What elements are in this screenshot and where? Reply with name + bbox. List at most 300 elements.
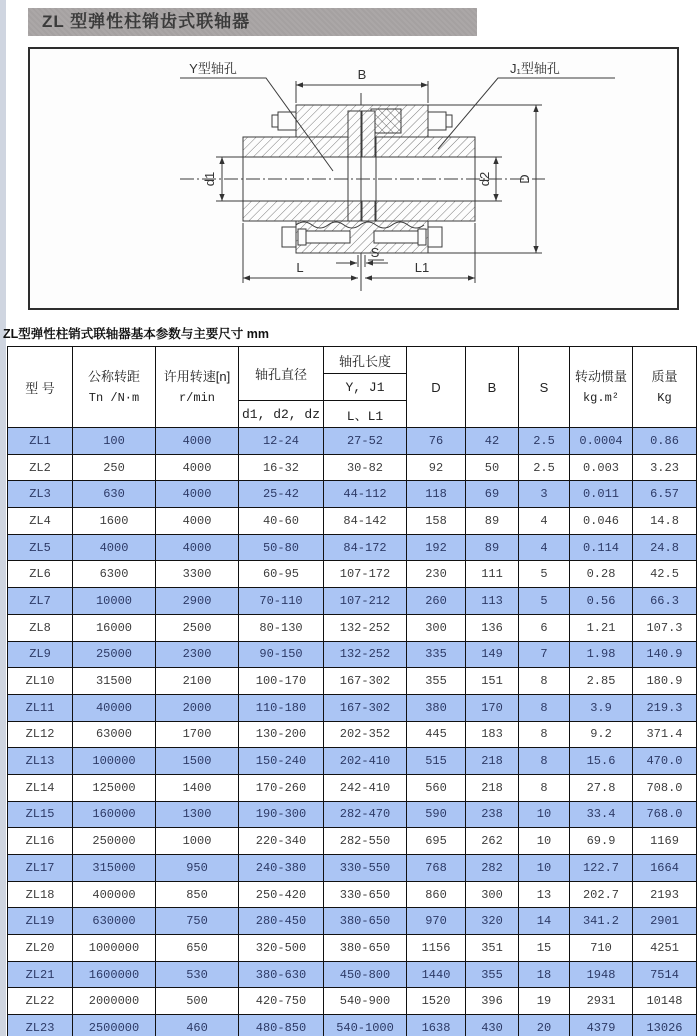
table-cell: ZL13 xyxy=(8,748,73,775)
table-cell: ZL2 xyxy=(8,454,73,481)
table-cell: ZL21 xyxy=(8,961,73,988)
table-cell: ZL12 xyxy=(8,721,73,748)
table-cell: ZL3 xyxy=(8,481,73,508)
table-cell: 1.98 xyxy=(570,641,633,668)
table-cell: 132-252 xyxy=(324,614,407,641)
table-row xyxy=(8,534,697,561)
table-cell: 122.7 xyxy=(570,855,633,882)
speed-unit: r/min xyxy=(178,390,215,405)
table-cell: 190-300 xyxy=(239,801,324,828)
table-cell: 69 xyxy=(466,481,519,508)
table-row xyxy=(8,641,697,668)
table-cell: 351 xyxy=(466,935,519,962)
table-cell: ZL22 xyxy=(8,988,73,1015)
table-cell: 4000 xyxy=(156,428,239,455)
table-cell: ZL4 xyxy=(8,508,73,535)
table-cell: 158 xyxy=(407,508,466,535)
table-cell: 530 xyxy=(156,961,239,988)
table-cell: 300 xyxy=(407,614,466,641)
table-cell: 132-252 xyxy=(324,641,407,668)
spec-table-body xyxy=(8,428,697,1036)
table-cell: 107-172 xyxy=(324,561,407,588)
table-cell: 540-900 xyxy=(324,988,407,1015)
table-cell: ZL9 xyxy=(8,641,73,668)
table-cell: 15 xyxy=(519,935,570,962)
table-cell: 5 xyxy=(519,561,570,588)
table-cell: 335 xyxy=(407,641,466,668)
table-row xyxy=(8,668,697,695)
table-cell: 92 xyxy=(407,454,466,481)
table-cell: 515 xyxy=(407,748,466,775)
table-cell: 27.8 xyxy=(570,774,633,801)
col-header-mass xyxy=(633,347,697,428)
table-cell: 1300 xyxy=(156,801,239,828)
table-row xyxy=(8,881,697,908)
table-cell: 66.3 xyxy=(633,588,697,615)
inertia-unit: kg.m² xyxy=(582,390,619,405)
table-cell: 30-82 xyxy=(324,454,407,481)
table-cell: 167-302 xyxy=(324,668,407,695)
table-row xyxy=(8,694,697,721)
table-cell: 282-550 xyxy=(324,828,407,855)
table-cell: 250-420 xyxy=(239,881,324,908)
table-cell: 12-24 xyxy=(239,428,324,455)
table-cell: 330-550 xyxy=(324,855,407,882)
table-cell: 8 xyxy=(519,721,570,748)
table-cell: 140.9 xyxy=(633,641,697,668)
table-cell: 50 xyxy=(466,454,519,481)
dim-label-d: D xyxy=(517,174,532,184)
table-cell: 63000 xyxy=(73,721,156,748)
table-cell: ZL20 xyxy=(8,935,73,962)
table-cell: 16-32 xyxy=(239,454,324,481)
page-title: ZL 型弹性柱销齿式联轴器 xyxy=(28,8,477,36)
table-cell: 100000 xyxy=(73,748,156,775)
nut-right xyxy=(428,227,442,247)
table-cell: 150-240 xyxy=(239,748,324,775)
table-cell: 111 xyxy=(466,561,519,588)
table-cell: 768 xyxy=(407,855,466,882)
table-cell: 24.8 xyxy=(633,534,697,561)
table-cell: 4000 xyxy=(156,481,239,508)
table-cell: 460 xyxy=(156,1015,239,1036)
table-cell: 4 xyxy=(519,508,570,535)
table-cell: 7 xyxy=(519,641,570,668)
table-cell: 220-340 xyxy=(239,828,324,855)
table-cell: 25000 xyxy=(73,641,156,668)
col-subheader-yj1: Y, J1 xyxy=(324,374,407,401)
table-cell: 180.9 xyxy=(633,668,697,695)
table-cell: 230 xyxy=(407,561,466,588)
table-cell: 2900 xyxy=(156,588,239,615)
table-cell: 107.3 xyxy=(633,614,697,641)
table-cell: 15.6 xyxy=(570,748,633,775)
table-cell: 44-112 xyxy=(324,481,407,508)
table-cell: ZL8 xyxy=(8,614,73,641)
pin-left-head xyxy=(298,229,306,245)
table-cell: 90-150 xyxy=(239,641,324,668)
table-cell: 0.28 xyxy=(570,561,633,588)
table-row xyxy=(8,855,697,882)
table-cell: 420-750 xyxy=(239,988,324,1015)
table-cell: 380-650 xyxy=(324,908,407,935)
table-cell: 1638 xyxy=(407,1015,466,1036)
table-cell: 1500 xyxy=(156,748,239,775)
table-cell: 860 xyxy=(407,881,466,908)
table-cell: 850 xyxy=(156,881,239,908)
table-row xyxy=(8,774,697,801)
table-cell: 355 xyxy=(466,961,519,988)
table-cell: ZL19 xyxy=(8,908,73,935)
table-cell: 315000 xyxy=(73,855,156,882)
torque-title: 公称转距 xyxy=(87,368,140,384)
table-cell: 470.0 xyxy=(633,748,697,775)
table-cell: 18 xyxy=(519,961,570,988)
label-j1-bore: J₁型轴孔 xyxy=(510,61,560,76)
pin-right xyxy=(374,231,418,243)
table-cell: 107-212 xyxy=(324,588,407,615)
table-cell: 16000 xyxy=(73,614,156,641)
table-cell: 282-470 xyxy=(324,801,407,828)
table-cell: ZL1 xyxy=(8,428,73,455)
table-cell: 76 xyxy=(407,428,466,455)
table-cell: 8 xyxy=(519,694,570,721)
table-cell: ZL5 xyxy=(8,534,73,561)
table-cell: 1000 xyxy=(156,828,239,855)
table-cell: 20 xyxy=(519,1015,570,1036)
table-cell: 0.86 xyxy=(633,428,697,455)
table-cell: 42 xyxy=(466,428,519,455)
table-cell: 19 xyxy=(519,988,570,1015)
table-cell: 202.7 xyxy=(570,881,633,908)
table-cell: 25-42 xyxy=(239,481,324,508)
col-header-bore-length: 轴孔长度 xyxy=(324,347,407,374)
table-cell: 3300 xyxy=(156,561,239,588)
table-cell: 1156 xyxy=(407,935,466,962)
mass-title: 质量 xyxy=(651,368,678,384)
coupling-diagram xyxy=(28,47,679,310)
table-cell: 2931 xyxy=(570,988,633,1015)
table-cell: 80-130 xyxy=(239,614,324,641)
table-cell: 250 xyxy=(73,454,156,481)
table-cell: 202-410 xyxy=(324,748,407,775)
table-cell: 202-352 xyxy=(324,721,407,748)
table-cell: ZL7 xyxy=(8,588,73,615)
table-cell: 3.9 xyxy=(570,694,633,721)
table-cell: 320 xyxy=(466,908,519,935)
table-cell: 396 xyxy=(466,988,519,1015)
label-y-bore: Y型轴孔 xyxy=(189,61,237,76)
table-cell: 14.8 xyxy=(633,508,697,535)
table-cell: 4000 xyxy=(156,534,239,561)
table-cell: 2193 xyxy=(633,881,697,908)
table-cell: 380-650 xyxy=(324,935,407,962)
table-cell: 9.2 xyxy=(570,721,633,748)
table-cell: 2300 xyxy=(156,641,239,668)
table-row xyxy=(8,988,697,1015)
table-cell: 380 xyxy=(407,694,466,721)
table-cell: 4000 xyxy=(73,534,156,561)
table-cell: 10 xyxy=(519,855,570,882)
table-row xyxy=(8,561,697,588)
table-row xyxy=(8,961,697,988)
table-cell: 300 xyxy=(466,881,519,908)
table-cell: 280-450 xyxy=(239,908,324,935)
col-header-bore-diameter: 轴孔直径 xyxy=(239,347,324,401)
table-cell: 42.5 xyxy=(633,561,697,588)
table-row xyxy=(8,428,697,455)
bolt-right-head xyxy=(446,115,452,127)
table-cell: ZL6 xyxy=(8,561,73,588)
table-cell: 100 xyxy=(73,428,156,455)
table-cell: 40000 xyxy=(73,694,156,721)
table-row xyxy=(8,1015,697,1036)
table-cell: 560 xyxy=(407,774,466,801)
table-cell: 219.3 xyxy=(633,694,697,721)
table-cell: ZL14 xyxy=(8,774,73,801)
table-cell: 260 xyxy=(407,588,466,615)
table-cell: 238 xyxy=(466,801,519,828)
nut-left xyxy=(282,227,296,247)
pin-right-head xyxy=(418,229,426,245)
table-cell: 4000 xyxy=(156,454,239,481)
table-cell: 250000 xyxy=(73,828,156,855)
table-cell: 149 xyxy=(466,641,519,668)
table-cell: 430 xyxy=(466,1015,519,1036)
table-cell: 218 xyxy=(466,748,519,775)
table-cell: 282 xyxy=(466,855,519,882)
table-cell: 768.0 xyxy=(633,801,697,828)
bolt-right xyxy=(428,112,446,130)
col-header-torque xyxy=(73,347,156,428)
col-subheader-ll1: L、L1 xyxy=(324,401,407,428)
col-header-d: D xyxy=(407,347,466,428)
table-cell: 0.0004 xyxy=(570,428,633,455)
dim-label-s: S xyxy=(370,245,380,260)
table-cell: 160000 xyxy=(73,801,156,828)
table-cell: 341.2 xyxy=(570,908,633,935)
table-cell: 1664 xyxy=(633,855,697,882)
dim-label-l1: L1 xyxy=(414,260,430,275)
table-row xyxy=(8,508,697,535)
table-cell: 6.57 xyxy=(633,481,697,508)
table-cell: 89 xyxy=(466,534,519,561)
table-cell: 170-260 xyxy=(239,774,324,801)
coupling-drawing-svg xyxy=(30,49,677,308)
table-cell: 113 xyxy=(466,588,519,615)
table-cell: 4000 xyxy=(156,508,239,535)
table-cell: ZL10 xyxy=(8,668,73,695)
table-cell: 500 xyxy=(156,988,239,1015)
table-row xyxy=(8,721,697,748)
table-cell: 2500000 xyxy=(73,1015,156,1036)
table-cell: 400000 xyxy=(73,881,156,908)
left-hub-lower-section xyxy=(243,201,348,221)
table-cell: 27-52 xyxy=(324,428,407,455)
table-cell: 5 xyxy=(519,588,570,615)
table-cell: 7514 xyxy=(633,961,697,988)
table-row xyxy=(8,935,697,962)
inertia-title: 转动惯量 xyxy=(574,368,627,384)
table-cell: 695 xyxy=(407,828,466,855)
table-cell: 0.046 xyxy=(570,508,633,535)
table-cell: ZL15 xyxy=(8,801,73,828)
table-cell: ZL16 xyxy=(8,828,73,855)
table-cell: 480-850 xyxy=(239,1015,324,1036)
table-cell: 4379 xyxy=(570,1015,633,1036)
col-header-inertia xyxy=(570,347,633,428)
table-cell: 450-800 xyxy=(324,961,407,988)
table-cell: 10 xyxy=(519,828,570,855)
table-cell: 14 xyxy=(519,908,570,935)
table-cell: 50-80 xyxy=(239,534,324,561)
table-cell: 8 xyxy=(519,668,570,695)
table-cell: 0.56 xyxy=(570,588,633,615)
table-cell: 13026 xyxy=(633,1015,697,1036)
table-cell: 445 xyxy=(407,721,466,748)
table-cell: 167-302 xyxy=(324,694,407,721)
table-cell: 355 xyxy=(407,668,466,695)
table-cell: 950 xyxy=(156,855,239,882)
table-cell: 2.5 xyxy=(519,428,570,455)
table-caption: ZL型弹性柱销式联轴器基本参数与主要尺寸 mm xyxy=(3,327,269,341)
table-cell: 13 xyxy=(519,881,570,908)
table-cell: 380-630 xyxy=(239,961,324,988)
col-header-b: B xyxy=(466,347,519,428)
col-header-speed xyxy=(156,347,239,428)
table-row xyxy=(8,481,697,508)
table-cell: ZL11 xyxy=(8,694,73,721)
table-cell: 10000 xyxy=(73,588,156,615)
table-cell: 1.21 xyxy=(570,614,633,641)
col-header-model: 型 号 xyxy=(8,347,73,428)
table-cell: 262 xyxy=(466,828,519,855)
table-cell: 750 xyxy=(156,908,239,935)
table-cell: 630000 xyxy=(73,908,156,935)
table-cell: 3.23 xyxy=(633,454,697,481)
table-cell: 970 xyxy=(407,908,466,935)
table-cell: 2.85 xyxy=(570,668,633,695)
table-row xyxy=(8,588,697,615)
table-cell: 192 xyxy=(407,534,466,561)
table-cell: 630 xyxy=(73,481,156,508)
dim-label-l: L xyxy=(296,260,304,275)
table-cell: 1948 xyxy=(570,961,633,988)
table-cell: 33.4 xyxy=(570,801,633,828)
table-cell: 89 xyxy=(466,508,519,535)
table-cell: 1000000 xyxy=(73,935,156,962)
table-cell: 590 xyxy=(407,801,466,828)
table-row xyxy=(8,454,697,481)
table-cell: 3 xyxy=(519,481,570,508)
table-cell: 31500 xyxy=(73,668,156,695)
table-cell: 151 xyxy=(466,668,519,695)
right-flange-upper xyxy=(362,111,375,157)
mass-unit: Kg xyxy=(657,390,672,405)
table-cell: 2.5 xyxy=(519,454,570,481)
table-cell: 1700 xyxy=(156,721,239,748)
table-cell: 2100 xyxy=(156,668,239,695)
table-cell: 10 xyxy=(519,801,570,828)
table-cell: 2000000 xyxy=(73,988,156,1015)
table-cell: 320-500 xyxy=(239,935,324,962)
right-hub-lower-section xyxy=(376,201,475,221)
table-cell: 708.0 xyxy=(633,774,697,801)
table-cell: 70-110 xyxy=(239,588,324,615)
table-cell: ZL23 xyxy=(8,1015,73,1036)
table-row xyxy=(8,801,697,828)
table-cell: 40-60 xyxy=(239,508,324,535)
table-cell: 1400 xyxy=(156,774,239,801)
table-cell: 1169 xyxy=(633,828,697,855)
table-cell: 0.003 xyxy=(570,454,633,481)
table-cell: ZL18 xyxy=(8,881,73,908)
table-cell: 240-380 xyxy=(239,855,324,882)
left-flange-upper xyxy=(348,111,361,157)
table-cell: 6300 xyxy=(73,561,156,588)
table-cell: 710 xyxy=(570,935,633,962)
table-cell: 2000 xyxy=(156,694,239,721)
table-cell: 170 xyxy=(466,694,519,721)
table-cell: 118 xyxy=(407,481,466,508)
table-row xyxy=(8,614,697,641)
table-cell: 60-95 xyxy=(239,561,324,588)
table-cell: 136 xyxy=(466,614,519,641)
table-cell: 69.9 xyxy=(570,828,633,855)
table-cell: 10148 xyxy=(633,988,697,1015)
table-cell: 1520 xyxy=(407,988,466,1015)
table-cell: 242-410 xyxy=(324,774,407,801)
table-cell: 1600 xyxy=(73,508,156,535)
table-cell: 218 xyxy=(466,774,519,801)
table-cell: 100-170 xyxy=(239,668,324,695)
col-subheader-d1d2dz: d1, d2, dz xyxy=(239,401,324,428)
table-cell: 1600000 xyxy=(73,961,156,988)
table-cell: 125000 xyxy=(73,774,156,801)
table-cell: 4 xyxy=(519,534,570,561)
col-header-s: S xyxy=(519,347,570,428)
table-cell: 650 xyxy=(156,935,239,962)
bolt-left xyxy=(278,112,296,130)
table-row xyxy=(8,828,697,855)
table-cell: 8 xyxy=(519,774,570,801)
left-hub-upper-section xyxy=(243,137,348,157)
table-cell: 0.011 xyxy=(570,481,633,508)
dim-label-d1: d1 xyxy=(202,171,217,187)
table-cell: 8 xyxy=(519,748,570,775)
pin-left xyxy=(306,231,350,243)
table-cell: 330-650 xyxy=(324,881,407,908)
spec-table xyxy=(7,346,697,1036)
table-row xyxy=(8,908,697,935)
table-row xyxy=(8,748,697,775)
right-hub-upper-section xyxy=(376,137,475,157)
table-cell: 183 xyxy=(466,721,519,748)
table-cell: 4251 xyxy=(633,935,697,962)
table-cell: 0.114 xyxy=(570,534,633,561)
table-cell: 84-172 xyxy=(324,534,407,561)
table-cell: ZL17 xyxy=(8,855,73,882)
dim-label-d2: d2 xyxy=(477,171,492,187)
table-cell: 1440 xyxy=(407,961,466,988)
table-cell: 130-200 xyxy=(239,721,324,748)
dim-label-b: B xyxy=(357,67,367,82)
table-cell: 540-1000 xyxy=(324,1015,407,1036)
table-cell: 2901 xyxy=(633,908,697,935)
table-cell: 6 xyxy=(519,614,570,641)
table-cell: 2500 xyxy=(156,614,239,641)
torque-unit: Tn /N·m xyxy=(88,390,140,405)
